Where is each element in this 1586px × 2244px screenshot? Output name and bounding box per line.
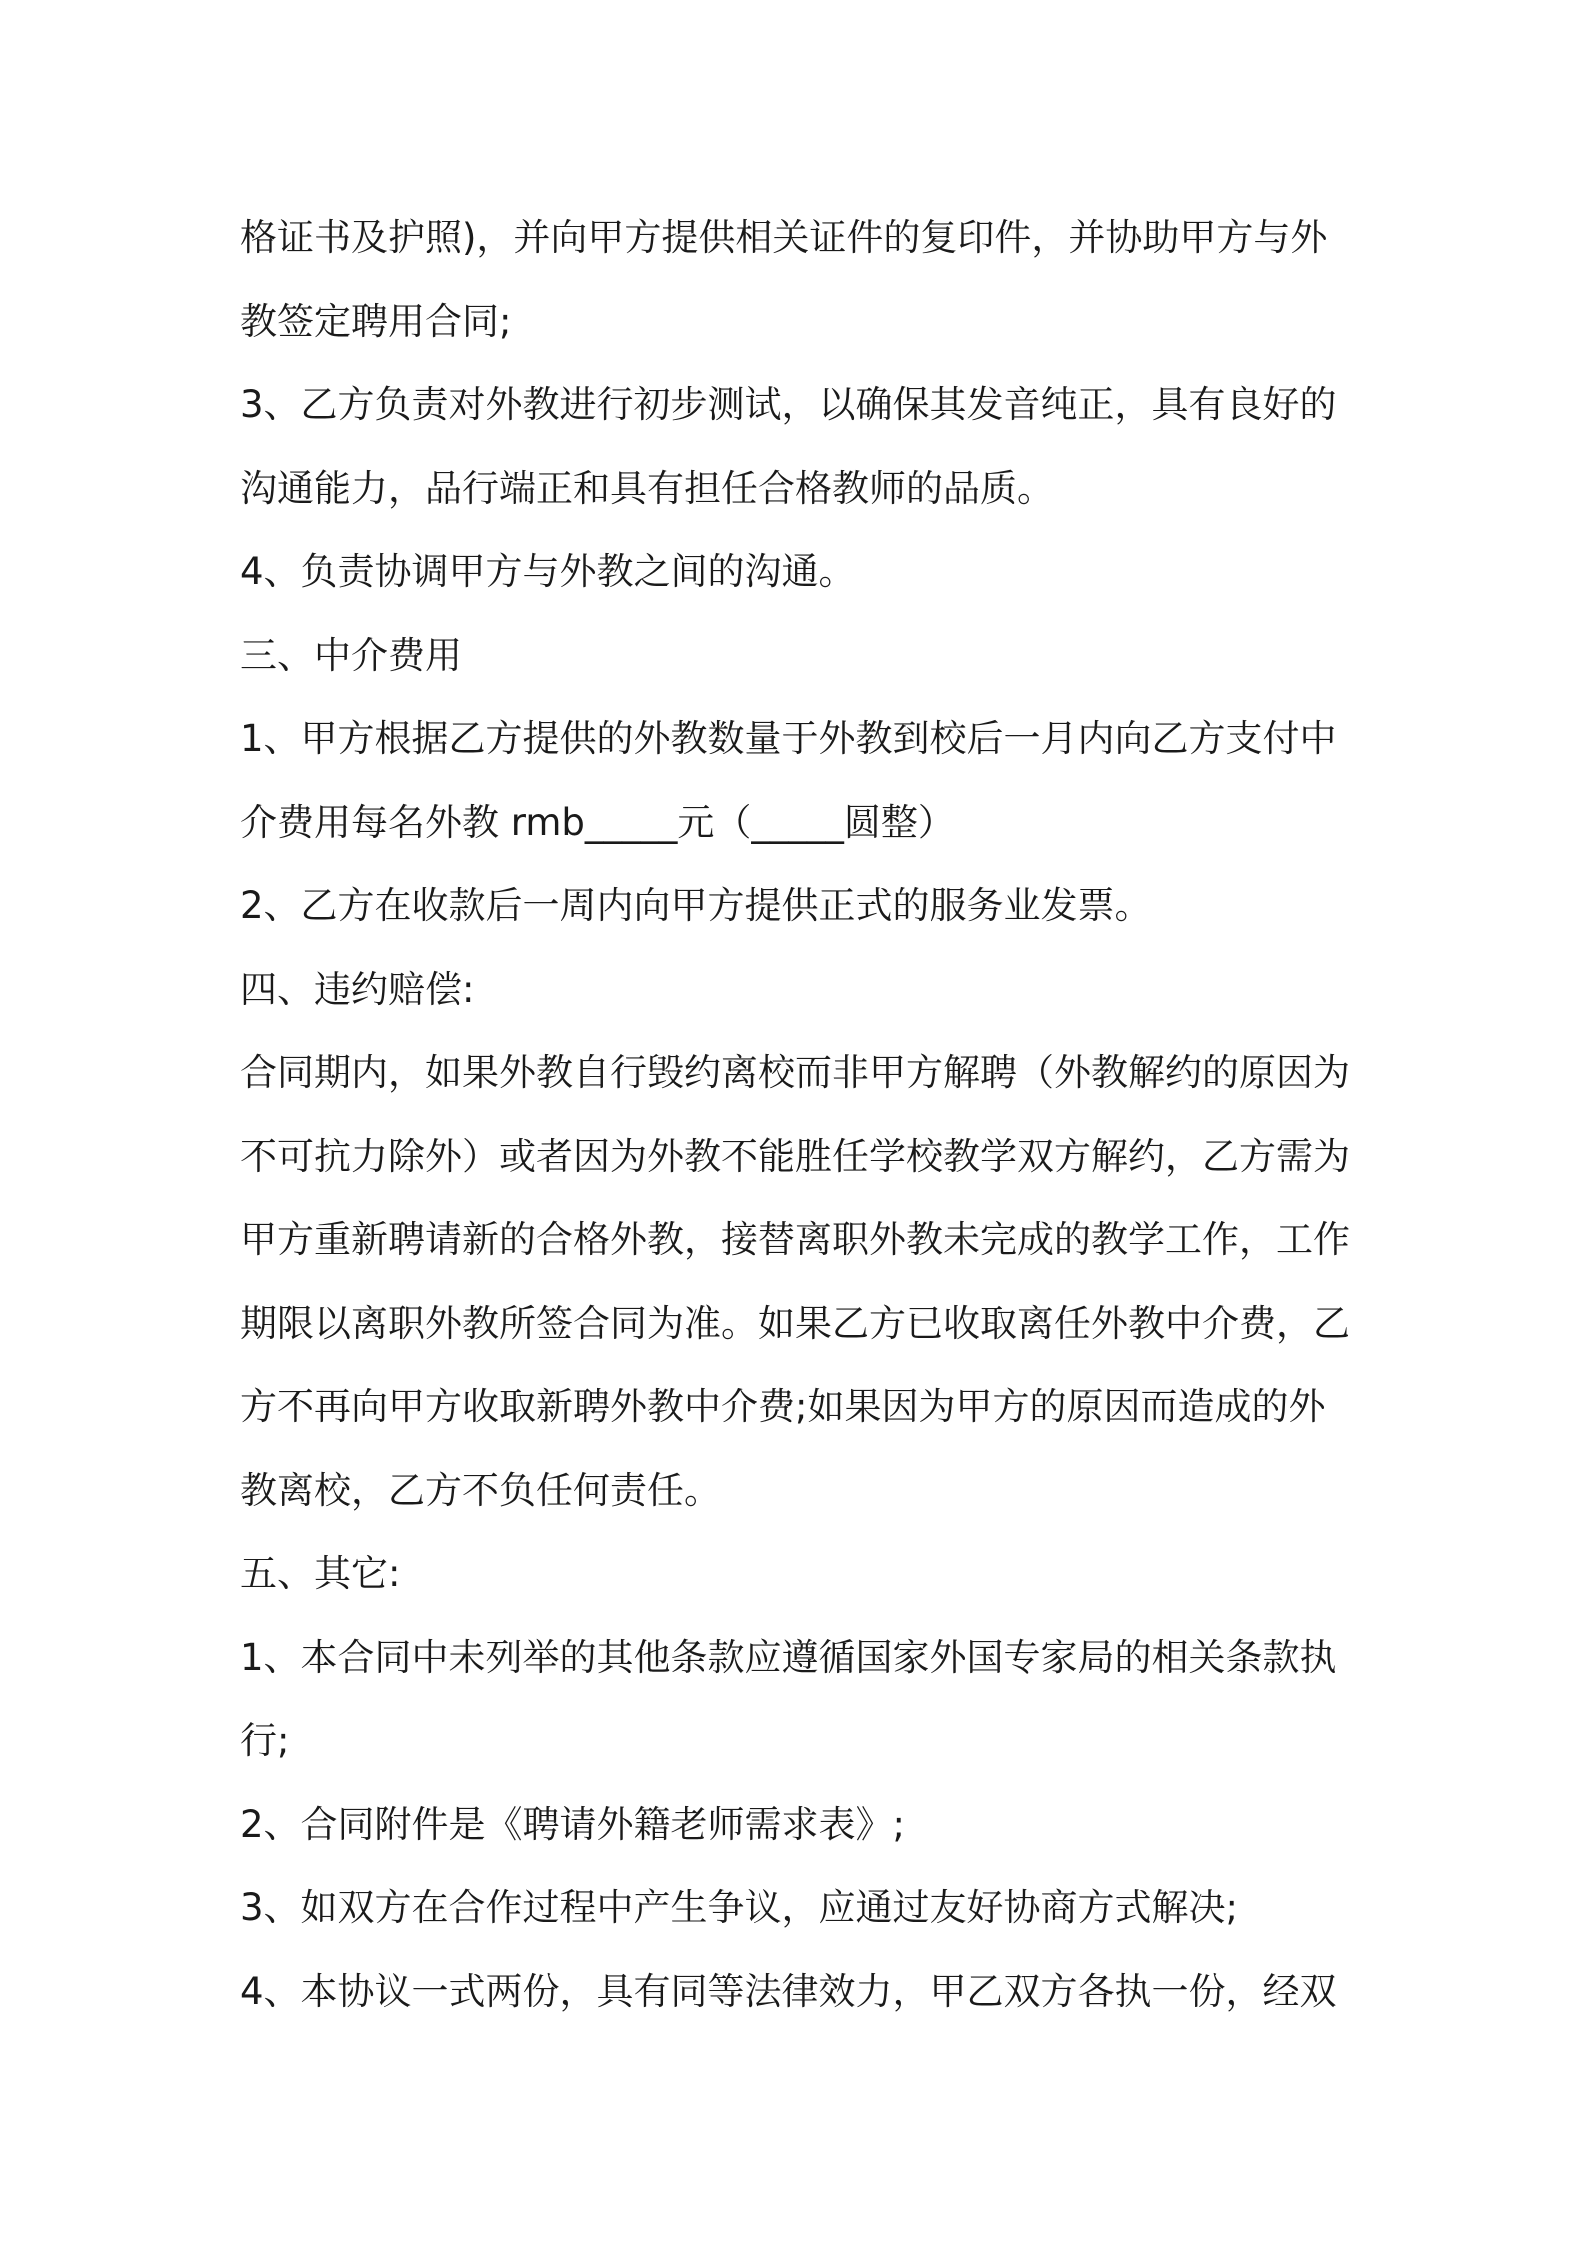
text-line: 期限以离职外教所签合同为准。如果乙方已收取离任外教中介费，乙 xyxy=(240,1301,1350,1345)
text-line: 沟通能力，品行端正和具有担任合格教师的品质。 xyxy=(240,466,1054,510)
text-line: 4、负责协调甲方与外教之间的沟通。 xyxy=(240,550,856,593)
text-line: 合同期内，如果外教自行毁约离校而非甲方解聘（外教解约的原因为 xyxy=(240,1051,1350,1094)
text-line: 教离校，乙方不负任何责任。 xyxy=(240,1468,721,1512)
section-heading-breach: 四、违约赔偿: xyxy=(240,967,475,1011)
text-line: 行; xyxy=(240,1719,290,1762)
text-line: 1、甲方根据乙方提供的外教数量于外教到校后一月内向乙方支付中 xyxy=(240,717,1337,760)
text-line: 格证书及护照)，并向甲方提供相关证件的复印件，并协助甲方与外 xyxy=(240,216,1328,259)
text-line: 甲方重新聘请新的合格外教，接替离职外教未完成的教学工作，工作 xyxy=(240,1218,1350,1261)
text-line: 3、乙方负责对外教进行初步测试，以确保其发音纯正，具有良好的 xyxy=(240,383,1337,426)
section-heading-fees: 三、中介费用 xyxy=(240,633,462,677)
text-line: 不可抗力除外）或者因为外教不能胜任学校教学双方解约，乙方需为 xyxy=(240,1134,1350,1178)
text-line: 介费用每名外教 rmb_____元（_____圆整） xyxy=(240,800,955,844)
text-line: 方不再向甲方收取新聘外教中介费;如果因为甲方的原因而造成的外 xyxy=(240,1385,1326,1428)
section-heading-other: 五、其它: xyxy=(240,1552,401,1595)
contract-body-text xyxy=(240,196,1350,2033)
text-line: 1、本合同中未列举的其他条款应遵循国家外国专家局的相关条款执 xyxy=(240,1635,1337,1679)
text-line: 3、如双方在合作过程中产生争议，应通过友好协商方式解决; xyxy=(240,1886,1239,1929)
text-line: 2、乙方在收款后一周内向甲方提供正式的服务业发票。 xyxy=(240,884,1152,927)
text-line: 2、合同附件是《聘请外籍老师需求表》; xyxy=(240,1802,906,1846)
text-line: 教签定聘用合同; xyxy=(240,299,512,343)
text-line: 4、本协议一式两份，具有同等法律效力，甲乙双方各执一份，经双 xyxy=(240,1969,1337,2013)
